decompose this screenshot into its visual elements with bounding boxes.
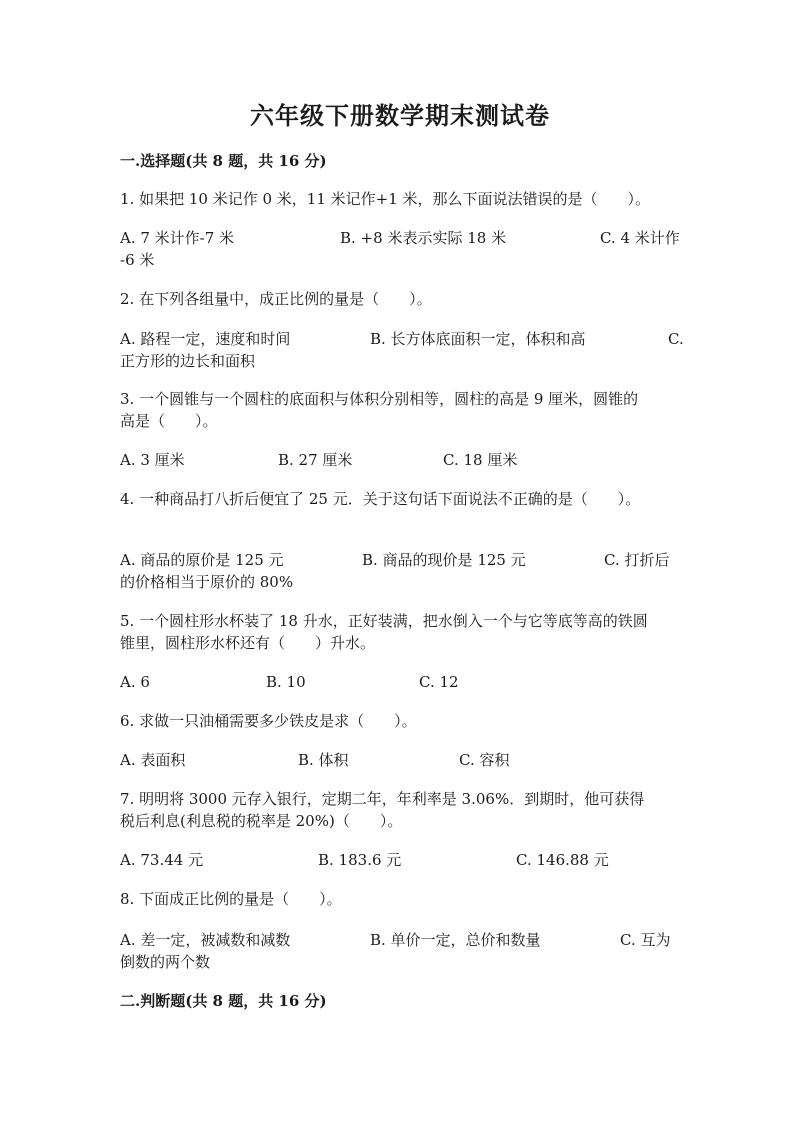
question-1: 1. 如果把 10 米记作 0 米，11 米记作+1 米，那么下面说法错误的是（ ）。 [120, 190, 651, 208]
question-2: 2. 在下列各组量中，成正比例的量是（ ）。 [120, 290, 432, 308]
option-c-continued: 正方形的边长和面积 [120, 352, 256, 370]
option-a: A. 3 厘米 [120, 451, 185, 469]
option-a: A. 73.44 元 [120, 851, 204, 869]
section-heading-choice: 一.选择题(共 8 题，共 16 分) [120, 152, 327, 170]
option-b: B. 27 厘米 [278, 451, 353, 469]
question-3-line-1: 3. 一个圆锥与一个圆柱的底面积与体积分别相等，圆柱的高是 9 厘米，圆锥的 [120, 390, 639, 408]
option-c: C. 146.88 元 [516, 851, 609, 869]
option-c: C. 互为 [620, 931, 671, 949]
option-b: B. 体积 [298, 751, 349, 769]
option-b: B. 长方体底面积一定，体积和高 [370, 330, 586, 348]
page-title: 六年级下册数学期末测试卷 [250, 101, 550, 130]
option-b: B. 单价一定，总价和数量 [370, 931, 541, 949]
question-7-line-1: 7. 明明将 3000 元存入银行，定期二年，年利率是 3.06%．到期时，他可获得 [120, 790, 645, 808]
option-b: B. 10 [266, 673, 306, 691]
option-c: C. 12 [419, 673, 459, 691]
question-5 [120, 610, 685, 654]
option-b: B. +8 米表示实际 18 米 [340, 229, 507, 247]
question-6: 6. 求做一只油桶需要多少铁皮是求（ ）。 [120, 712, 417, 730]
question-7 [120, 788, 685, 832]
option-b: B. 183.6 元 [318, 851, 402, 869]
question-4: 4. 一种商品打八折后便宜了 25 元．关于这句话下面说法不正确的是（ ）。 [120, 490, 641, 508]
option-c-continued: -6 米 [120, 251, 155, 269]
option-a: A. 6 [120, 673, 150, 691]
question-3 [120, 388, 685, 432]
option-a: A. 7 米计作-7 米 [120, 229, 235, 247]
option-c: C. 4 米计作 [600, 229, 680, 247]
section-heading-judgment: 二.判断题(共 8 题，共 16 分) [120, 992, 327, 1010]
option-b: B. 商品的现价是 125 元 [362, 551, 526, 569]
question-3-line-2: 高是（ ）。 [120, 412, 218, 430]
option-a: A. 差一定，被减数和减数 [120, 931, 291, 949]
question-5-line-2: 锥里，圆柱形水杯还有（ ）升水。 [120, 634, 376, 652]
option-c: C. 容积 [459, 751, 510, 769]
question-8: 8. 下面成正比例的量是（ ）。 [120, 890, 342, 908]
option-c-continued: 倒数的两个数 [120, 953, 211, 971]
option-a: A. 商品的原价是 125 元 [120, 551, 284, 569]
option-c: C. [668, 330, 684, 348]
option-c: C. 18 厘米 [443, 451, 518, 469]
option-a: A. 路程一定，速度和时间 [120, 330, 291, 348]
question-7-line-2: 税后利息(利息税的税率是 20%)（ ）。 [120, 812, 403, 830]
option-c-continued: 的价格相当于原价的 80% [120, 573, 294, 591]
option-a: A. 表面积 [120, 751, 186, 769]
question-5-line-1: 5. 一个圆柱形水杯装了 18 升水，正好装满，把水倒入一个与它等底等高的铁圆 [120, 612, 648, 630]
option-c: C. 打折后 [604, 551, 670, 569]
